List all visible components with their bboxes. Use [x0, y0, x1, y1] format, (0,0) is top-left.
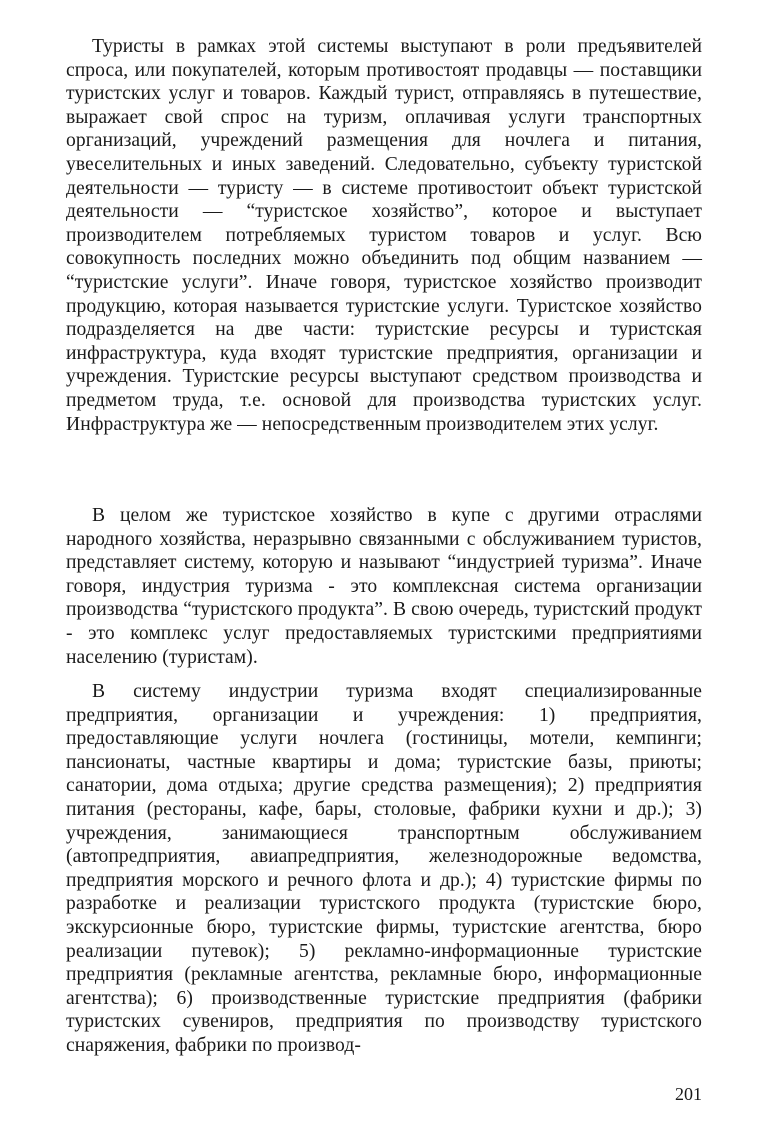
paragraph-3: В систему индустрии туризма входят специализированные предприятия, организации и учреждения: 1) предприятия, предоставляющие услуги ночлега (гостиницы, мотели, кемпинги; пансионаты, частные квартиры и дома; туристские базы, приюты; санатории, дома отдыха; другие средства размещения); 2) предприятия питания (рестораны, кафе, бары, столовые, фабрики кухни и др.); 3) учреждения, занимающиеся транспортным обслуживанием (автопредприятия, авиапредприятия, железнодорожные ведомства, предприятия морского и речного флота и др.); 4) туристские фирмы по разработке и реализации туристского продукта (туристские бюро, экскурсионные бюро, туристские фирмы, туристские агентства, бюро реализации путевок); 5) рекламно-информационные туристские предприятия (рекламные агентства, рекламные бюро, информационные агентства); 6) производственные туристские предприятия (фабрики туристских сувениров, предприятия по производству туристского снаряжения, фабрики по производ- — [66, 681, 702, 1056]
paragraph-2: В целом же туристское хозяйство в купе с другими отраслями народного хозяйства, неразрывно связанными с обслуживанием туристов, представляет систему, которую и называют “индустрией туризма”. Иначе говоря, индустрия туризма - это комплексная система организации производства “туристского продукта”. В свою очередь, туристский продукт - это комплекс услуг предоставляемых туристскими предприятиями населению (туристам). — [66, 505, 702, 668]
page-number: 201 — [675, 1084, 702, 1104]
paragraph-1: Туристы в рамках этой системы выступают в роли предъявителей спроса, или покупателей, которым противостоят продавцы — поставщики туристских услуг и товаров. Каждый турист, отправляясь в путешествие, выражает свой спрос на туризм, оплачивая услуги транспортных организаций, учреждений размещения для ночлега и питания, увеселительных и иных заведений. Следовательно, субъекту туристской деятельности — туристу — в системе противостоит объект туристской деятельности — “туристское хозяйство”, которое и выступает производителем потребляемых туристом товаров и услуг. Всю совокупность последних можно объединить под общим названием — “туристские услуги”. Иначе говоря, туристское хозяйство производит продукцию, которая называется туристские услуги. Туристское хозяйство подразделяется на две части: туристские ресурсы и туристская инфраструктура, куда входят туристские предприятия, организации и учреждения. Туристские ресурсы выступают средством производства и предметом труда, т.е. основой для производства туристских услуг. Инфраструктура же — непосредственным производителем этих услуг. — [66, 36, 702, 435]
